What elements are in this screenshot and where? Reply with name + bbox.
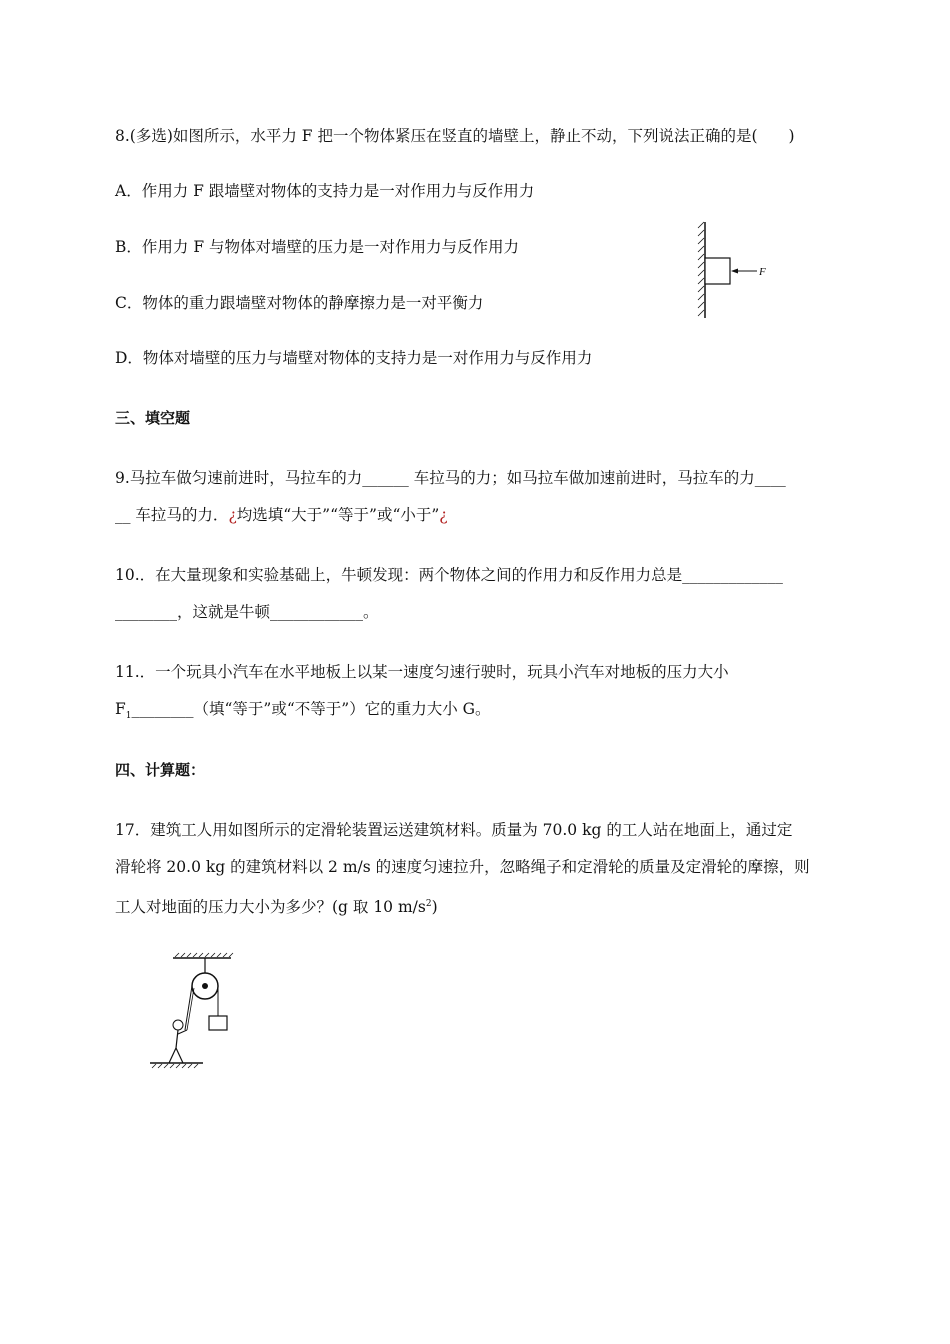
q11-f: F	[115, 700, 126, 718]
block	[705, 258, 730, 284]
q8-option-c: C．物体的重力跟墙壁对物体的静摩擦力是一对平衡力	[115, 294, 484, 312]
q9-mark-1: ¿	[228, 506, 237, 524]
q17-line2: 滑轮将 20.0 kg 的建筑材料以 2 m/s 的速度匀速拉升，忽略绳子和定滑轮的质量及定滑轮的摩擦，则	[115, 858, 810, 876]
q11-line1: 11.．一个玩具小汽车在水平地板上以某一速度匀速行驶时，玩具小汽车对地板的压力大小	[115, 663, 729, 681]
q9-line2	[115, 505, 448, 525]
section-3-title: 三、填空题	[115, 409, 191, 427]
q17-sup: 2	[425, 899, 432, 909]
q17-line1: 17．建筑工人用如图所示的定滑轮装置运送建筑材料。质量为 70.0 kg 的工人站在地面上，通过定	[115, 821, 793, 839]
q17-line3-a: 工人对地面的压力大小为多少？(g 取 10 m/s	[115, 898, 426, 917]
force-label: F	[759, 266, 766, 278]
section-4-title: 四、计算题：	[115, 761, 206, 779]
pulley-figure	[145, 950, 245, 1070]
q17-line3	[115, 894, 438, 917]
q10-line1: 10.．在大量现象和实验基础上，牛顿发现：两个物体之间的作用力和反作用力总是_____________	[115, 566, 783, 584]
worker-head	[173, 1020, 183, 1030]
q8-option-a: A．作用力 F 跟墙壁对物体的支持力是一对作用力与反作用力	[115, 182, 535, 200]
q9-line2-a: __ 车拉马的力．	[115, 506, 229, 524]
q9-line1: 9.马拉车做匀速前进时，马拉车的力______ 车拉马的力；如马拉车做加速前进时，马拉车的力____	[115, 469, 786, 487]
q8-stem: 8.(多选)如图所示，水平力 F 把一个物体紧压在竖直的墙壁上，静止不动，下列说法正确的是( )	[115, 127, 795, 145]
q17-line3-b: )	[431, 898, 438, 917]
q8-option-d: D．物体对墙壁的压力与墙壁对物体的支持力是一对作用力与反作用力	[115, 349, 593, 367]
q8-option-b: B．作用力 F 与物体对墙壁的压力是一对作用力与反作用力	[115, 238, 520, 256]
q10-line2: ________，这就是牛顿____________。	[115, 603, 379, 621]
material-box	[209, 1016, 227, 1030]
q11-line2	[115, 699, 491, 726]
wall-block-figure	[695, 218, 775, 322]
q11-line2-b: ________（填“等于”或“不等于”）它的重力大小 G。	[131, 700, 491, 718]
q9-line2-b: 均选填“大于”“等于”或“小于”	[236, 506, 440, 524]
q9-mark-2: ¿	[439, 506, 448, 524]
q11-sub: 1	[125, 711, 132, 722]
